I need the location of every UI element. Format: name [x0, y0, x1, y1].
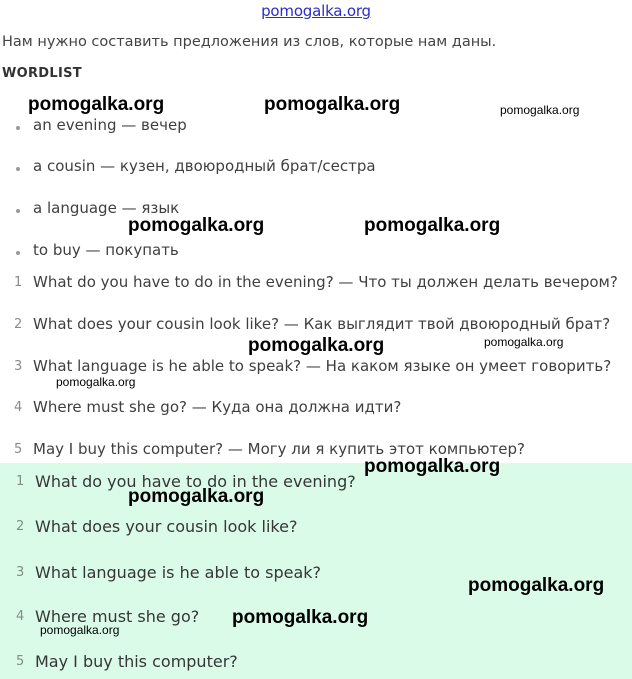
translation-text: What does your cousin look like? — Как выглядит твой двоюродный брат? [33, 315, 611, 333]
item-number: 1 [14, 275, 23, 290]
watermark: pomogalka.org [264, 94, 401, 115]
bullet-icon [16, 167, 20, 171]
watermark: pomogalka.org [28, 94, 165, 115]
item-number: 4 [14, 400, 23, 415]
translation-text: What do you have to do in the evening? — Что ты должен делать вечером? [33, 273, 618, 291]
answer-text: What language is he able to speak? [35, 563, 322, 582]
item-number: 1 [16, 474, 25, 489]
wordlist-heading: WORDLIST [2, 66, 82, 81]
bullet-icon [16, 251, 20, 255]
site-logo[interactable]: pomogalka.org [261, 2, 371, 20]
watermark: pomogalka.org [468, 575, 605, 596]
item-number: 5 [14, 442, 23, 457]
watermark: pomogalka.org [232, 607, 369, 628]
answer-text: May I buy this computer? [35, 652, 238, 671]
watermark: pomogalka.org [40, 623, 120, 637]
answer-text: Where must she go? [35, 607, 200, 626]
wordlist-item-text: to buy — покупать [33, 241, 179, 259]
item-number: 3 [14, 359, 23, 374]
intro-text: Нам нужно составить предложения из слов, которые нам даны. [2, 34, 497, 50]
watermark: pomogalka.org [56, 375, 136, 389]
item-number: 5 [16, 654, 25, 669]
answer-text: What do you have to do in the evening? [35, 472, 356, 491]
bullet-icon [16, 126, 20, 130]
translation-text: What language is he able to speak? — На каком языке он умеет говорить? [33, 357, 612, 375]
watermark: pomogalka.org [248, 335, 385, 356]
item-number: 3 [16, 565, 25, 580]
wordlist-item-text: a language — язык [33, 199, 180, 217]
answer-text: What does your cousin look like? [35, 517, 298, 536]
watermark: pomogalka.org [364, 456, 501, 477]
item-number: 4 [16, 609, 25, 624]
translation-text: May I buy this computer? — Могу ли я купить этот компьютер? [33, 440, 525, 458]
wordlist-item-text: an evening — вечер [33, 116, 187, 134]
answer-panel [0, 463, 632, 679]
watermark: pomogalka.org [128, 486, 265, 507]
wordlist-item-text: a cousin — кузен, двоюродный брат/сестра [33, 157, 376, 175]
bullet-icon [16, 209, 20, 213]
watermark: pomogalka.org [484, 335, 564, 349]
watermark: pomogalka.org [364, 215, 501, 236]
item-number: 2 [16, 519, 25, 534]
translation-text: Where must she go? — Куда она должна идти? [33, 398, 402, 416]
item-number: 2 [14, 317, 23, 332]
watermark: pomogalka.org [500, 103, 580, 117]
watermark: pomogalka.org [128, 215, 265, 236]
